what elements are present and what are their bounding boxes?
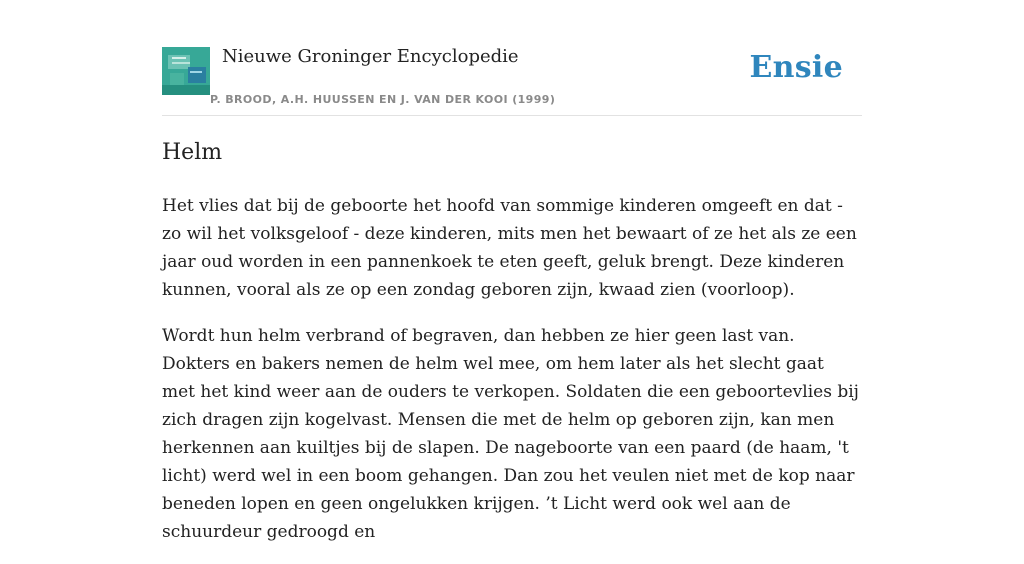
article-body [162,192,862,564]
book-title[interactable]: Nieuwe Groninger Encyclopedie [222,46,519,67]
page [162,0,862,542]
book-authors: P. BROOD, A.H. HUUSSEN EN J. VAN DER KOOI (1999) [210,93,556,106]
book-cover-image[interactable] [162,47,210,95]
source-header [162,0,862,116]
article-title: Helm [162,140,223,165]
ensie-logo[interactable]: Ensie [749,50,843,85]
article-paragraph: Wordt hun helm verbrand of begraven, dan hebben ze hier geen last van. Dokters en bakers nemen de helm wel mee, om hem later als het slecht gaat met het kind weer aan de ouders te verkopen. Soldaten die een geboortevlies bij zich dragen zijn kogelvast. Mensen die met de helm op geboren zijn, kan men herkennen aan kuiltjes bij de slapen. De nageboorte van een paard (de haam, 't licht) werd wel in een boom gehangen. Dan zou het veulen niet met de kop naar beneden lopen en geen ongelukken krijgen. ’t Licht werd ook wel aan de schuurdeur gedroogd en [162,326,859,542]
article-paragraph: Het vlies dat bij de geboorte het hoofd van sommige kinderen omgeeft en dat - zo wil het volksgeloof - deze kinderen, mits men het bewaart of ze het als ze een jaar oud worden in een pannenkoek te eten geeft, geluk brengt. Deze kinderen kunnen, vooral als ze op een zondag geboren zijn, kwaad zien (voorloop). [162,196,857,300]
